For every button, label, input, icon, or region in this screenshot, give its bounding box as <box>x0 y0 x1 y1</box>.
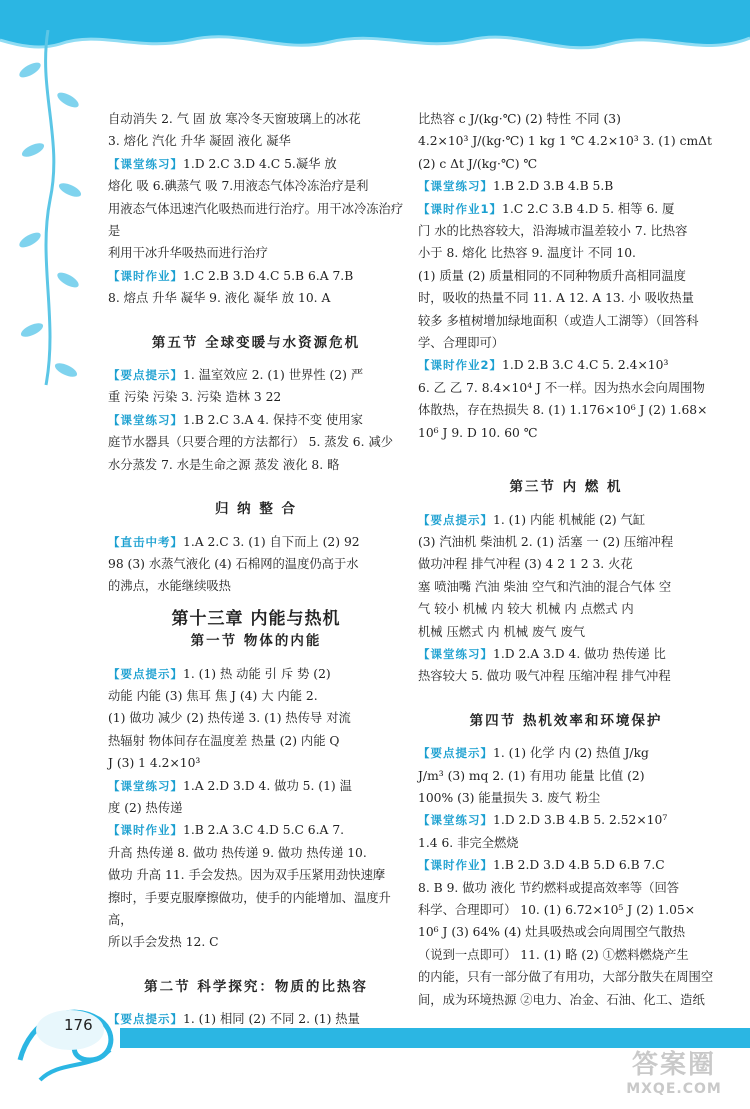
answer-line <box>418 809 714 831</box>
answer-text: 1.A 2.D 3.D 4. 做功 5. (1) 温 <box>183 778 352 793</box>
answer-line: 动能 内能 (3) 焦耳 焦 J (4) 大 内能 2. <box>108 688 318 703</box>
section-title: 第四节 热机效率和环境保护 <box>469 712 663 729</box>
answer-line <box>108 409 404 431</box>
answer-text: 1.C 2.B 3.D 4.C 5.B 6.A 7.B <box>183 268 354 283</box>
answer-line: 热容较大 5. 做功 吸气冲程 压缩冲程 排气冲程 <box>418 669 671 684</box>
answer-line: (1) 质量 (2) 质量相同的不同种物质升高相同温度 <box>418 268 686 283</box>
answer-line: 庭节水器具（只要合理的方法都行） 5. 蒸发 6. 减少 <box>108 435 394 450</box>
answer-line <box>418 854 714 876</box>
answer-line: 学、合理即可） <box>418 336 505 351</box>
section-tag: 【直击中考】 <box>108 534 183 549</box>
answer-line: 水分蒸发 7. 水是生命之源 蒸发 液化 8. 略 <box>108 457 340 472</box>
spacer <box>418 499 714 509</box>
left-column <box>108 108 404 1031</box>
watermark-bottom-text: MXQE.COM <box>626 1081 722 1097</box>
spacer <box>108 310 404 332</box>
answer-text: 1.B 2.D 3.D 4.B 5.D 6.B 7.C <box>493 858 665 873</box>
section-tag: 【课时作业】 <box>108 823 183 838</box>
answer-line: J (3) 1 4.2×10³ <box>108 756 201 771</box>
answer-line: 比热容 c J/(kg·℃) (2) 特性 不同 (3) <box>418 112 621 126</box>
section-tag: 【要点提示】 <box>418 512 493 527</box>
section-tag: 【课时作业2】 <box>418 358 503 373</box>
answer-line <box>418 509 714 531</box>
answer-text: 1. (1) 化学 内 (2) 热值 J/kg <box>493 746 649 761</box>
section-tag: 【课堂练习】 <box>108 778 183 793</box>
section-tag: 【要点提示】 <box>108 1012 183 1027</box>
answer-line: 98 (3) 水蒸气液化 (4) 石棉网的温度仍高于水 <box>108 556 359 571</box>
answer-line: 间，成为环境热源 ②电力、冶金、石油、化工、造纸 <box>418 992 705 1007</box>
answer-text: 1.A 2.C 3. (1) 自下而上 (2) 92 <box>183 534 360 549</box>
answer-line: 用液态气体迅速汽化吸热而进行治疗。用干冰冷冻治疗是 <box>108 201 404 239</box>
vine-decoration <box>8 30 88 390</box>
answer-line <box>108 265 404 287</box>
answer-line: 10⁶ J (3) 64% (4) 灶具吸热或会向周围空气散热 <box>418 925 686 940</box>
section-title: 第三节 内 燃 机 <box>509 479 623 496</box>
watermark-logo <box>604 1050 744 1102</box>
spacer <box>108 521 404 531</box>
answer-text: 1.D 2.D 3.B 4.B 5. 2.52×10⁷ <box>493 813 668 828</box>
section-tag: 【课堂练习】 <box>418 179 493 194</box>
answer-line <box>108 819 404 841</box>
answer-line: 塞 喷油嘴 汽油 柴油 空气和汽油的混合气体 空 <box>418 579 672 594</box>
answer-line: 10⁶ J 9. D 10. 60 ℃ <box>418 425 538 440</box>
section-tag: 【要点提示】 <box>418 746 493 761</box>
answer-line: 8. 熔点 升华 凝华 9. 液化 凝华 放 10. A <box>108 291 331 306</box>
spacer <box>418 688 714 710</box>
section-title: 归 纳 整 合 <box>214 501 298 518</box>
answer-line: 做功 升高 11. 手会发热。因为双手压紧用劲快速摩 <box>108 868 386 883</box>
spacer <box>108 653 404 663</box>
answer-line: (3) 汽油机 柴油机 2. (1) 活塞 一 (2) 压缩冲程 <box>418 534 674 549</box>
answer-text: 1.D 2.A 3.D 4. 做功 热传递 比 <box>493 646 666 661</box>
section-tag: 【课时作业】 <box>418 858 493 873</box>
answer-line: 8. B 9. 做功 液化 节约燃料或提高效率等（回答 <box>418 880 680 895</box>
header-wave-band <box>0 0 750 72</box>
spacer <box>108 598 404 608</box>
answer-line <box>418 175 714 197</box>
answer-text: 1. (1) 热 动能 引 斥 势 (2) <box>183 666 331 681</box>
right-column <box>418 108 714 1011</box>
answer-line <box>108 153 404 175</box>
answer-line: 擦时，手要克服摩擦做功，使手的内能增加、温度升高， <box>108 890 391 927</box>
answer-line <box>418 354 714 376</box>
answer-line: （说到一点即可） 11. (1) 略 (2) ①燃料燃烧产生 <box>418 947 689 962</box>
answer-text: 1.B 2.D 3.B 4.B 5.B <box>493 179 614 194</box>
answer-text: 1.C 2.C 3.B 4.D 5. 相等 6. 厦 <box>502 201 675 216</box>
answer-line: 的沸点，水能继续吸热 <box>108 579 231 594</box>
answer-line: 100% (3) 能量损失 3. 废气 粉尘 <box>418 790 601 805</box>
answer-line: 所以手会发热 12. C <box>108 935 219 950</box>
answer-line: 度 (2) 热传递 <box>108 800 183 815</box>
answer-text: 1.B 2.C 3.A 4. 保持不变 使用家 <box>183 412 363 427</box>
section-title: 第二节 科学探究：物质的比热容 <box>144 978 368 995</box>
answer-line: 门 水的比热容较大，沿海城市温差较小 7. 比热容 <box>418 224 688 239</box>
answer-line: 1.4 6. 非完全燃烧 <box>418 835 519 850</box>
answer-line: (1) 做功 减少 (2) 热传递 3. (1) 热传导 对流 <box>108 711 351 726</box>
answer-line: 气 较小 机械 内 较大 机械 内 点燃式 内 <box>418 602 634 617</box>
section-tag: 【要点提示】 <box>108 368 183 383</box>
answer-line: 重 污染 污染 3. 污染 造林 3 22 <box>108 390 282 405</box>
spacer <box>418 466 714 476</box>
answer-text: 1. 温室效应 2. (1) 世界性 (2) 严 <box>183 368 364 383</box>
answer-line: 热辐射 物体间存在温度差 热量 (2) 内能 Q <box>108 733 340 748</box>
answer-line <box>108 531 404 553</box>
answer-line: 自动消失 2. 气 固 放 寒冷冬天窗玻璃上的冰花 <box>108 112 361 126</box>
spacer <box>108 354 404 364</box>
answer-line: 小于 8. 熔化 比热容 9. 温度计 不同 10. <box>418 246 636 261</box>
answer-line: 熔化 吸 6.碘蒸气 吸 7.用液态气体冷冻治疗是利 <box>108 179 369 194</box>
spacer <box>418 732 714 742</box>
answer-line: 时，吸收的热量不同 11. A 12. A 13. 小 吸收热量 <box>418 291 694 306</box>
section-tag: 【课时作业1】 <box>418 201 503 216</box>
answer-line: 利用干冰升华吸热而进行治疗 <box>108 246 268 261</box>
section-tag: 【课堂练习】 <box>108 412 183 427</box>
answer-line: 较多 多植树增加绿地面积（或造人工湖等）（回答科 <box>418 313 699 328</box>
answer-text: 1. (1) 内能 机械能 (2) 气缸 <box>493 512 646 527</box>
answer-line: 3. 熔化 汽化 升华 凝固 液化 凝华 <box>108 134 291 149</box>
answer-line: (2) c Δt J/(kg·℃) ℃ <box>418 156 538 171</box>
answer-line: 4.2×10³ J/(kg·℃) 1 kg 1 ℃ 4.2×10³ 3. (1) cmΔt <box>418 134 712 149</box>
watermark-top-text: 答案圈 <box>631 1050 716 1080</box>
spacer <box>108 954 404 976</box>
answer-line <box>108 364 404 386</box>
answer-line <box>108 663 404 685</box>
spacer <box>108 476 404 498</box>
answer-line: 6. 乙 乙 7. 8.4×10⁴ J 不一样。因为热水会向周围物 <box>418 380 705 395</box>
answer-line <box>418 742 714 764</box>
section-title: 第五节 全球变暖与水资源危机 <box>151 334 361 351</box>
answer-line: 升高 热传递 8. 做功 热传递 9. 做功 热传递 10. <box>108 845 367 860</box>
answer-line <box>418 643 714 665</box>
answer-line: 机械 压燃式 内 机械 废气 废气 <box>418 624 586 639</box>
chapter-title: 第十三章 内能与热机 <box>171 608 341 629</box>
section-tag: 【要点提示】 <box>108 666 183 681</box>
answer-line: 的内能，只有一部分做了有用功，大部分散失在周围空 <box>418 970 714 985</box>
section-tag: 【课堂练习】 <box>108 156 183 171</box>
answer-line <box>108 775 404 797</box>
section-tag: 【课堂练习】 <box>418 646 493 661</box>
answer-line <box>418 198 714 220</box>
answer-line: J/m³ (3) mq 2. (1) 有用功 能量 比值 (2) <box>418 768 645 783</box>
answer-text: 1.D 2.C 3.D 4.C 5.凝华 放 <box>183 156 337 171</box>
section-title: 第一节 物体的内能 <box>190 633 322 650</box>
answer-line: 做功冲程 排气冲程 (3) 4 2 1 2 3. 火花 <box>418 557 633 572</box>
answer-text: 1.D 2.B 3.C 4.C 5. 2.4×10³ <box>502 358 669 373</box>
page-number: 176 <box>64 1016 93 1034</box>
section-tag: 【课时作业】 <box>108 268 183 283</box>
answer-line: 体散热，存在热损失 8. (1) 1.176×10⁶ J (2) 1.68× <box>418 403 708 418</box>
answer-text: 1.B 2.A 3.C 4.D 5.C 6.A 7. <box>183 823 345 838</box>
answer-line: 科学、合理即可） 10. (1) 6.72×10⁵ J (2) 1.05× <box>418 903 696 917</box>
answer-text: 1. (1) 相同 (2) 不同 2. (1) 热量 <box>183 1012 360 1027</box>
spacer <box>418 444 714 466</box>
section-tag: 【课堂练习】 <box>418 813 493 828</box>
